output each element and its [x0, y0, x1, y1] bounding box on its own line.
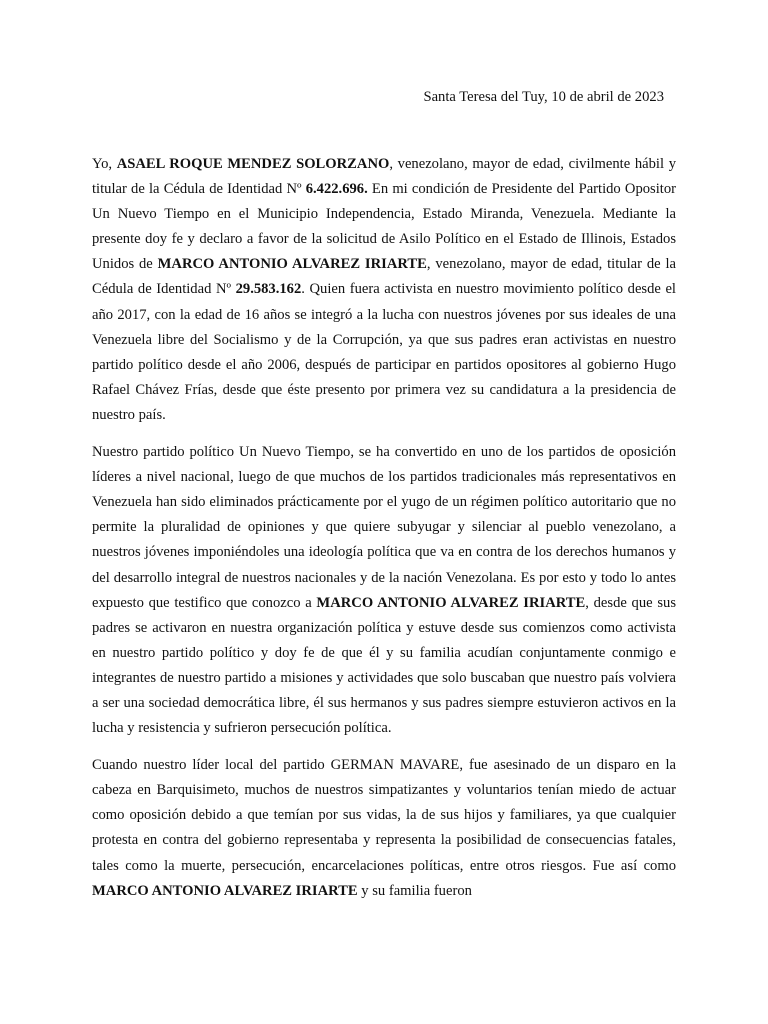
text-run: En mi condición de Presidente del Partido Opositor Un Nuevo Tiempo en el Municipio Independencia, Estado Miranda, Venezuela. Mediante la presente doy fe y declaro a favor de la solicitud de Asilo Político en el Estado de Illinois, Estados Unidos de: [92, 181, 676, 273]
text-run: Cuando nuestro líder local del partido GERMAN MAVARE, fue asesinado de un disparo en la cabeza en Barquisimeto, muchos de nuestros simpatizantes y voluntarios tenían miedo de actuar como oposición debido a que temían por sus vidas, la de sus hijos y familiares, ya que cualquier protesta en contra del gobierno representaba y representa la posibilidad de consecuencias fatales, tales como la muerte, persecución, encarcelaciones políticas, entre otros riesgos. Fue así como: [92, 757, 676, 874]
text-run: , venezolano, mayor de edad, civilmente hábil y titular de la Cédula de Identidad Nº: [92, 156, 676, 198]
bold-text-run: 29.583.162: [235, 281, 302, 298]
text-run: y su familia fueron: [357, 882, 472, 899]
paragraph-1: [92, 152, 676, 428]
text-run: . Quien fuera activista en nuestro movimiento político desde el año 2017, con la edad de 16 años se integró a la lucha con nuestros jóvenes por sus ideales de una Venezuela libre del Socialismo y de la Corrupción, ya que sus padres eran activistas en nuestro partido político desde el año 2006, después de participar en partidos opositores al gobierno Hugo Rafael Chávez Frías, desde que éste presento por primera vez su candidatura a la presidencia de nuestro país.: [92, 281, 676, 423]
paragraph-2: [92, 440, 676, 741]
bold-text-run: 6.422.696.: [305, 181, 368, 198]
bold-text-run: MARCO ANTONIO ALVAREZ IRIARTE: [92, 882, 358, 899]
bold-text-run: ASAEL ROQUE MENDEZ SOLORZANO: [116, 156, 390, 172]
bold-text-run: MARCO ANTONIO ALVAREZ IRIARTE: [316, 594, 586, 611]
text-run: Yo,: [92, 156, 117, 172]
letter-body: [92, 152, 676, 916]
text-run: , desde que sus padres se activaron en nuestra organización política y estuve desde sus comienzos como activista en nuestro partido político y doy fe de que él y su familia acudían conjuntamente conmigo e integrantes de nuestro partido a misiones y actividades que solo buscaban que nuestro país volviera a ser una sociedad democrática libre, él sus hermanos y sus padres siempre estuvieron activos en la lucha y resistencia y sufrieron persecución política.: [92, 594, 676, 737]
text-run: , venezolano, mayor de edad, titular de la Cédula de Identidad Nº: [92, 256, 676, 298]
text-run: Nuestro partido político Un Nuevo Tiempo, se ha convertido en uno de los partidos de oposición líderes a nivel nacional, luego de que muchos de los partidos tradicionales más representativos en Venezuela han sido eliminados prácticamente por el yugo de un régimen político autoritario que no permite la pluralidad de opiniones y que quiere subyugar y silenciar al pueblo venezolano, a nuestros jóvenes imponiéndoles una ideología política que va en contra de los derechos humanos y del desarrollo integral de nuestros nacionales y de la nación Venezolana. Es por esto y todo lo antes expuesto que testifico que conozco a: [92, 444, 676, 611]
paragraph-3: [92, 753, 676, 904]
date-line: Santa Teresa del Tuy, 10 de abril de 2023: [423, 89, 664, 105]
bold-text-run: MARCO ANTONIO ALVAREZ IRIARTE: [157, 256, 427, 273]
